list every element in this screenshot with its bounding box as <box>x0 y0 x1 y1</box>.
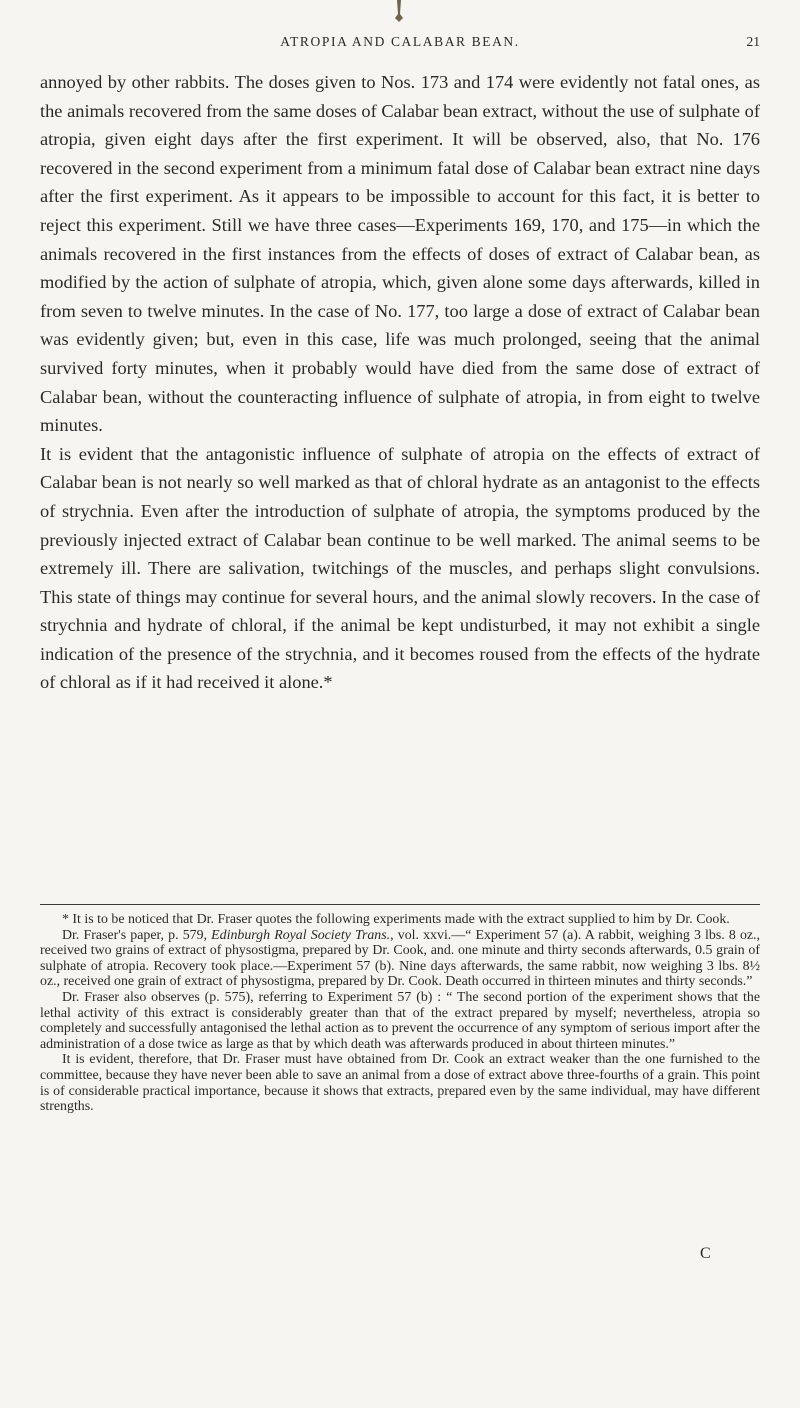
footnote-divider <box>40 904 760 905</box>
footnote-intro: * It is to be noticed that Dr. Fraser quotes the following experiments made with the extract supplied to him by Dr. Cook. <box>62 912 730 927</box>
running-head <box>40 34 760 50</box>
signature-mark: C <box>700 1245 711 1262</box>
running-title: ATROPIA AND CALABAR BEAN. <box>280 34 520 49</box>
footnote-paragraph: Dr. Fraser also observes (p. 575), referring to Experiment 57 (b) : “ The second portion of the experiment shows that the lethal activity of this extract is considerably greater than that of the extract prepared by myself; nevertheless, atropia so completely and successfully antagonised the lethal action as to prevent the occurrence of any symptom of serious import after the administration of a dose twice as large as that by which death was afterwards produced in about thirteen minutes.” <box>40 989 760 1052</box>
footnote-lead: Dr. Fraser's paper, p. 579, <box>62 927 212 943</box>
page-number: 21 <box>746 34 760 49</box>
paragraph: It is evident that the antagonistic influence of sulphate of atropia on the effects of extract of Calabar bean is not nearly so well marked as that of chloral hydrate as an antagonist to the effects of strychnia. Even after the introduction of sulphate of atropia, the symptoms produced by the previously injected extract of Calabar bean continue to be well marked. The animal seems to be extremely ill. There are salivation, twitchings of the muscles, and perhaps slight convulsions. This state of things may continue for several hours, and the animal slowly recovers. In the case of strychnia and hydrate of chloral, if the animal be kept undisturbed, it may not exhibit a single indication of the presence of the strychnia, and it becomes roused from the effects of the hydrate of chloral as if it had received it alone.* <box>40 443 760 693</box>
body-text <box>40 68 760 697</box>
footnote-paragraph <box>40 928 760 990</box>
footnote-quote: , vol. xxvi.—“ Experiment 57 (a). A rabbit, weighing 3 lbs. 8 oz., received two grains of extract of physostigma, prepared by Dr. Cook, and. one minute and thirty seconds afterwards, 0.5 grain of sulphate of atropia. Recovery took place.—Experiment 57 (b). Nine days afterwards, the same rabbit, now weighing 3 lbs. 8½ oz., received one grain of extract of physostigma, prepared by Dr. Cook. Death occurred in thirteen minutes and thirty seconds.” <box>40 927 760 990</box>
footnote-paragraph: It is evident, therefore, that Dr. Fraser must have obtained from Dr. Cook an extract weaker than the one furnished to the committee, because they have never been able to save an animal from a dose of extract above three-fourths of a grain. This point is of considerable practical importance, because it shows that extracts, prepared even by the same individual, may have different strengths. <box>40 1052 760 1115</box>
journal-title: Edinburgh Royal Society Trans. <box>211 927 391 943</box>
footnotes <box>40 912 760 1115</box>
ink-mark <box>392 0 406 22</box>
paragraph: annoyed by other rabbits. The doses given to Nos. 173 and 174 were evidently not fatal ones, as the animals recovered from the same doses of Calabar bean extract, without the use of sulphate of atropia, given eight days after the first experiment. It will be observed, also, that No. 176 recovered in the second experiment from a minimum fatal dose of Calabar bean extract nine days after the first experiment. As it appears to be impossible to account for this fact, it is better to reject this experiment. Still we have three cases—Experiments 169, 170, and 175—in which the animals recovered in the first instances from the effects of doses of extract of Calabar bean, as modified by the action of sulphate of atropia, which, given alone some days afterwards, killed in from seven to twelve minutes. In the case of No. 177, too large a dose of extract of Calabar bean was evidently given; but, even in this case, life was much prolonged, seeing that the animal survived forty minutes, when it probably would have died from the same dose of extract of Calabar bean, without the counteracting influence of sulphate of atropia, in from eight to twelve minutes. <box>40 72 760 436</box>
